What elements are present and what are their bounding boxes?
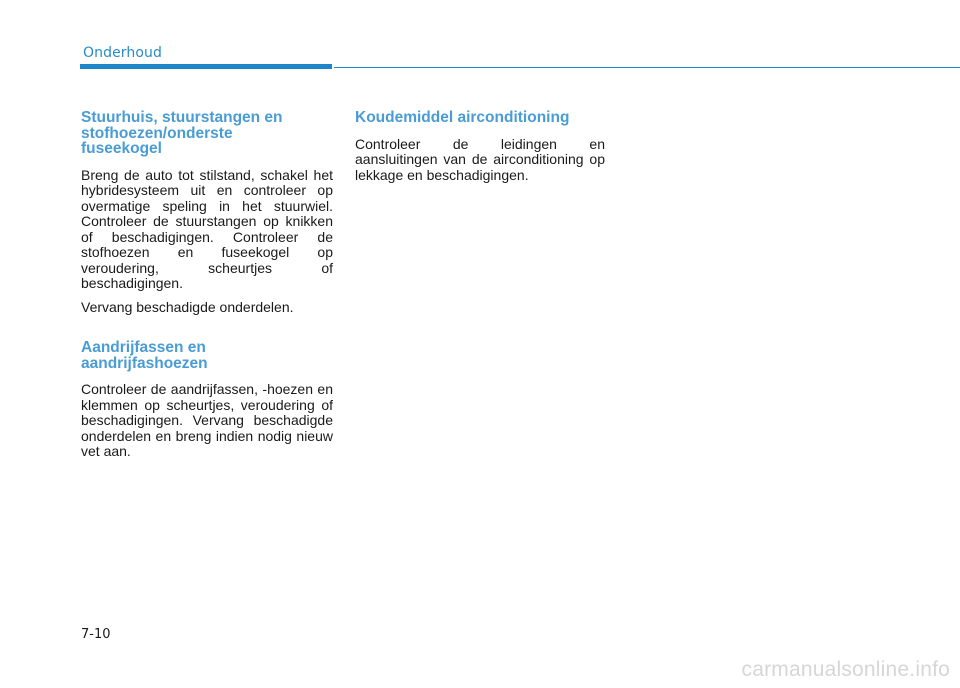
steering-paragraph: Breng de auto tot stilstand, schakel het hybridesysteem uit en controleer op overmatige speling in het stuurwiel. Controleer de stuurstangen op knikken of beschadigingen. Controleer de stofhoezen en fuseekogel op veroudering, scheurtjes of beschadigingen. [81,166,333,291]
watermark: carmanualsonline.info [741,658,950,681]
right-column [355,110,605,183]
header-rule-accent [80,64,332,69]
driveshaft-paragraph: Controleer de aandrijfassen, -hoezen en klemmen op scheurtjes, veroudering of beschadigingen. Vervang beschadigde onderdelen en breng indien nodig nieuw vet aan. [81,381,333,459]
steering-replace-paragraph: Vervang beschadigde onderdelen. [81,298,294,315]
header-rule-line [334,67,960,68]
refrigerant-paragraph: Controleer de leidingen en aansluitingen van de airconditioning op lekkage en beschadigingen. [355,135,605,183]
refrigerant-heading: Koudemiddel airconditioning [355,109,570,126]
driveshaft-heading: Aandrijfassen en aandrijfashoezen [81,339,208,372]
left-column [81,110,333,460]
section-title: Onderhoud [83,45,163,61]
steering-heading: Stuurhuis, stuurstangen en stofhoezen/onderste fuseekogel [81,109,283,157]
page-number: 7-10 [81,627,111,642]
